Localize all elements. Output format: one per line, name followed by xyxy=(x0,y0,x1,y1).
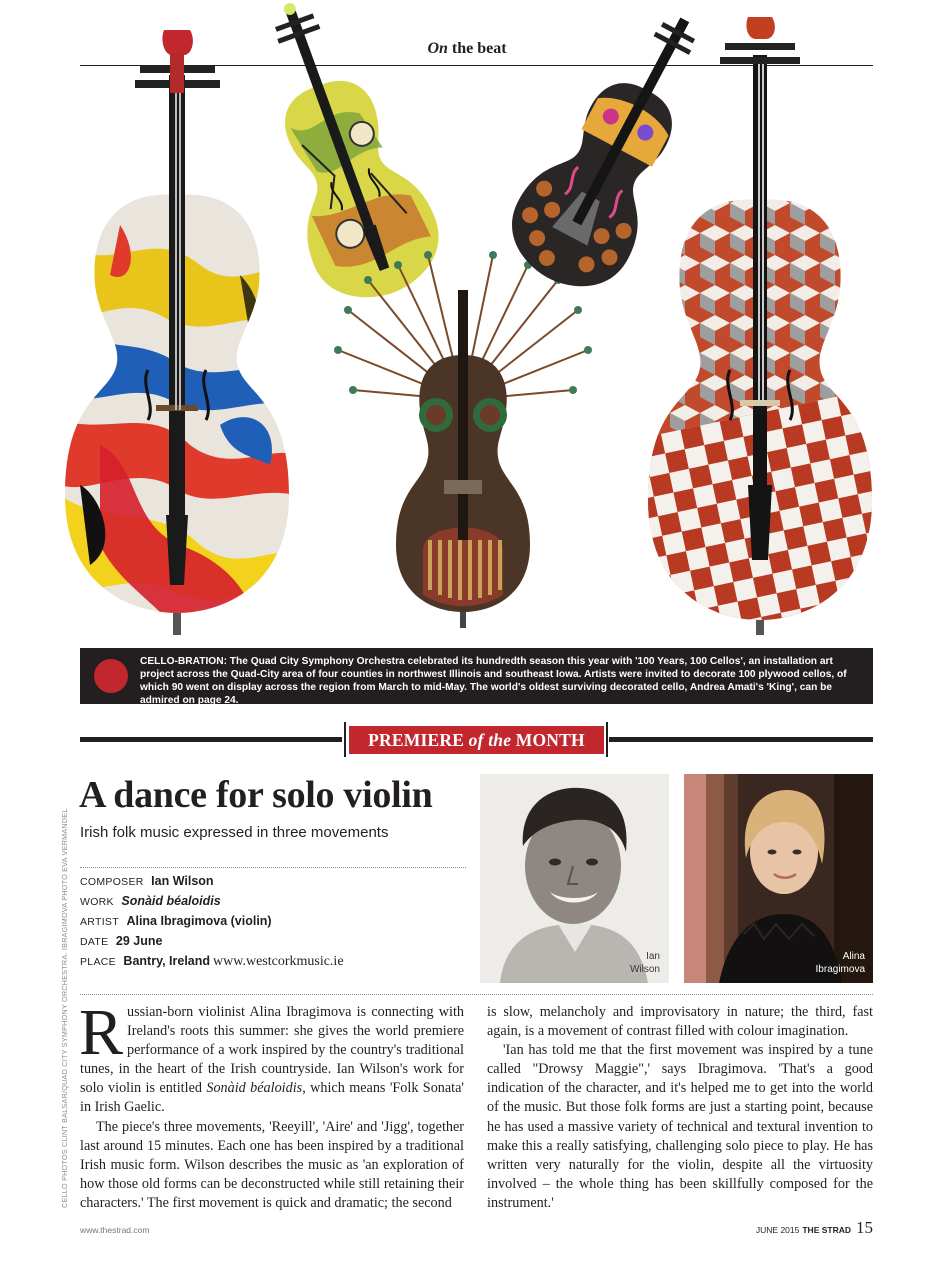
work-label: WORK xyxy=(80,896,114,908)
caption-dot xyxy=(94,659,128,693)
paragraph-1-work-title: Sonàid béaloidis xyxy=(206,1080,303,1097)
place-row xyxy=(80,952,470,972)
caption-text: CELLO-BRATION: The Quad City Symphony Orchestra celebrated its hundredth season this year with '100 Years, 100 Cellos', an installation art project across the Quad-City area of four counties in northwest Illinois and southeast Iowa. Artists were invited to decorate 100 plywood cellos, of which 90 went on display across the region from March to mid-May. The world's oldest surviving decorated cello, Andrea Amati's 'King', can be admired on page 24. xyxy=(140,656,847,706)
ian-wilson-caption xyxy=(630,951,660,976)
composer-row xyxy=(80,872,470,892)
cube-pattern-cello-image xyxy=(640,15,880,635)
headline: A dance for solo violin xyxy=(79,774,433,816)
subheadline: Irish folk music expressed in three movements xyxy=(80,824,389,841)
article-body-column-2 xyxy=(487,1003,873,1213)
footer-url[interactable]: www.thestrad.com xyxy=(80,1225,150,1235)
paragraph-1-text-a: ussian-born violinist Alina Ibragimova is connecting with Ireland's roots this summer: she gives the world premiere performance of a work inspired by the country's traditional tunes, in the heart of the Irish countryside. Ian Wilson's work for solo violin is entitled xyxy=(80,1004,464,1097)
photo-credits: CELLO PHOTOS CLINT BALSAR/QUAD CITY SYMPHONY ORCHESTRA. IBRAGIMOVA PHOTO EVA VERMANDEL xyxy=(60,808,69,1208)
work-value: Sonàid béaloidis xyxy=(121,894,221,908)
banner-tick-right xyxy=(606,722,608,757)
splatter-paint-cello-image xyxy=(60,25,295,635)
footer-magazine: THE STRAD xyxy=(802,1225,851,1235)
alina-ibragimova-caption-text: Alina Ibragimova xyxy=(815,951,865,975)
body-rule xyxy=(80,994,873,995)
ian-wilson-caption-text: Ian Wilson xyxy=(629,951,660,975)
date-value: 29 June xyxy=(115,934,163,948)
banner-tick-left xyxy=(344,722,346,757)
caption-box xyxy=(80,648,873,704)
banner-rule-right xyxy=(609,737,873,742)
alina-ibragimova-photo xyxy=(684,774,873,983)
article-paragraph-2-continued: is slow, melancholy and improvisatory in nature; the third, fast again, is a movement of contrast filled with colour imagination. xyxy=(487,1004,873,1040)
banner-part-3: MONTH xyxy=(515,730,585,750)
page-number: 15 xyxy=(856,1218,873,1237)
artist-value: Alina Ibragimova (violin) xyxy=(126,914,272,928)
footer-folio xyxy=(756,1218,873,1238)
drop-cap: R xyxy=(79,996,124,1069)
place-value: Bantry, Ireland xyxy=(123,954,211,968)
festival-link[interactable]: www.westcorkmusic.ie xyxy=(213,954,344,969)
paragraph-1-text-b: , which means 'Folk Sonata' in Irish Gaelic. xyxy=(80,1080,464,1116)
sculptural-assemblage-cello-image xyxy=(328,250,598,635)
banner-part-2: of the xyxy=(468,730,512,750)
article-paragraph-1 xyxy=(79,996,464,1118)
section-header-emphasis: On xyxy=(427,40,448,57)
section-header-text: the beat xyxy=(451,40,507,57)
banner-rule-left xyxy=(80,737,342,742)
article-paragraph-2: The piece's three movements, 'Reeyill', 'Aire' and 'Jigg', together last around 15 minutes. Each one has been inspired by a traditional Irish music form. Wilson describes the music as 'an exploration of how those old forms can be deconstructed while still retaining their characters.' The first movement is quick and dramatic; the second xyxy=(80,1118,464,1211)
date-label: DATE xyxy=(80,936,109,948)
artist-label: ARTIST xyxy=(80,916,119,928)
article-body-column-1 xyxy=(79,996,464,1213)
ian-wilson-photo xyxy=(480,774,669,983)
artist-row xyxy=(80,912,470,932)
premiere-info xyxy=(80,872,470,972)
alina-ibragimova-caption xyxy=(816,951,865,976)
banner-part-1: PREMIERE xyxy=(368,730,465,750)
place-label: PLACE xyxy=(80,956,116,968)
article-paragraph-3: 'Ian has told me that the first movement was inspired by a tune called "Drowsy Maggie",' says Ibragimova. 'That's a good indication of the character, and it's helped me to get into the world of the music. But those folk forms are just a starting point, because he has used a massive variety of technical and textural invention to make this a really satisfying, challenging solo piece to play. He has written very naturally for the violin, despite all the virtuosity involved – the whole thing has been skillfully composed for the instrument.' xyxy=(487,1042,873,1211)
composer-label: COMPOSER xyxy=(80,876,144,888)
premiere-of-the-month-banner xyxy=(349,726,604,754)
info-rule xyxy=(80,867,466,868)
date-row xyxy=(80,932,470,952)
composer-value: Ian Wilson xyxy=(151,874,214,888)
footer-date: JUNE 2015 xyxy=(755,1225,800,1235)
work-row xyxy=(80,892,470,912)
